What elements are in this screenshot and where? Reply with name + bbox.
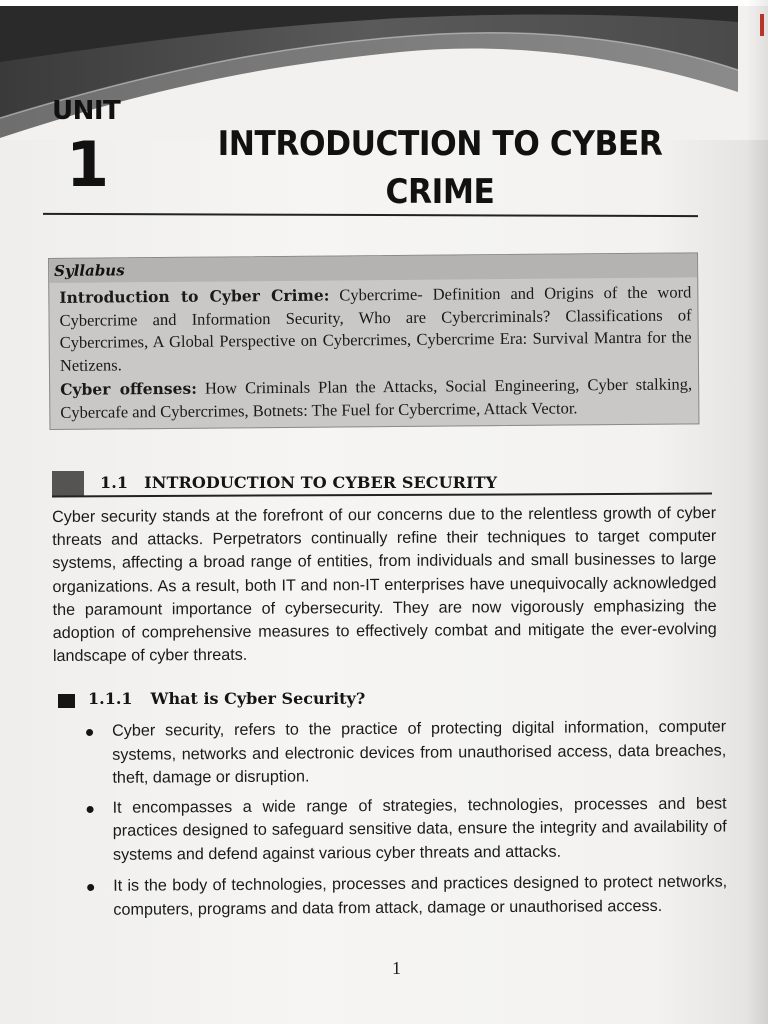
- bullet-text: It is the body of technologies, processes and practices designed to protect networks, computers, programs and data from attack, damage or unauthorised access.: [113, 872, 728, 919]
- bullet-dot-icon: [86, 729, 93, 736]
- chapter-title-line-1: INTRODUCTION TO CYBER: [217, 124, 663, 164]
- syllabus-heading: Syllabus: [54, 261, 125, 280]
- bullet-item: [85, 871, 727, 922]
- page-number: 1: [392, 958, 401, 978]
- chapter-title: [210, 120, 670, 216]
- bullet-text: It encompasses a wide range of strategies, technologies, processes and best practices designed to safeguard sensitive data, ensure the integrity and availability of systems and defend against various cyber threats and attacks.: [112, 794, 727, 864]
- chapter-title-line-2: CRIME: [385, 172, 495, 212]
- section-heading: [100, 473, 497, 492]
- unit-label: UNIT: [52, 96, 121, 126]
- section-divider: [52, 493, 712, 498]
- page-edge-shadow: [746, 0, 768, 1024]
- syllabus-header: [49, 253, 697, 283]
- subsection-title: What is Cyber Security?: [150, 689, 366, 708]
- bullet-list: [84, 716, 727, 928]
- section-paragraph: Cyber security stands at the forefront of our concerns due to the relentless growth of cyber threats and attacks. Perpetrators continually refine their techniques to target computer systems, affecting a broad range of entities, from individuals and small businesses to large organizations. As a result, both IT and non-IT enterprises have unequivocally acknowledged the paramount importance of cybersecurity. They are now vigorously emphasizing the adoption of comprehensive measures to effectively combat and mitigate the ever-evolving landscape of cyber threats.: [52, 503, 717, 666]
- bullet-dot-icon: [87, 884, 94, 891]
- unit-number: 1: [66, 128, 110, 201]
- bullet-item: [85, 792, 727, 867]
- syllabus-item: [60, 373, 692, 424]
- bullet-dot-icon: [87, 805, 94, 812]
- subsection-heading: [88, 689, 365, 708]
- syllabus-item-label: Introduction to Cyber Crime:: [59, 285, 330, 307]
- bullet-text: Cyber security, refers to the practice of protecting digital information, computer systems, networks and electronic devices from unauthorised access, data breaches, theft, damage or disruption.: [112, 717, 727, 787]
- syllabus-box: [48, 252, 699, 430]
- section-marker-block: [52, 471, 84, 496]
- syllabus-item-text: How Criminals Plan the Attacks, Social Engineering, Cyber stalking, Cybercafe and Cybercrimes, Botnets: The Fuel for Cybercrime, Attack Vector.: [60, 374, 693, 422]
- syllabus-body: [59, 281, 692, 426]
- syllabus-item-text: Cybercrime- Definition and Origins of the word Cybercrime and Information Security, Who are Cybercriminals? Classifications of Cybercrimes, A Global Perspective on Cybercrimes, Cybercrime Era: Survival Mantra for the Netizens.: [59, 282, 692, 375]
- section-title: INTRODUCTION TO CYBER SECURITY: [144, 473, 498, 492]
- subsection-number: 1.1.1: [88, 689, 133, 708]
- syllabus-item: [59, 281, 692, 377]
- bullet-item: [84, 716, 726, 791]
- section-number: 1.1: [100, 473, 129, 492]
- subsection-marker-block: [58, 694, 75, 708]
- syllabus-item-label: Cyber offenses:: [60, 378, 197, 399]
